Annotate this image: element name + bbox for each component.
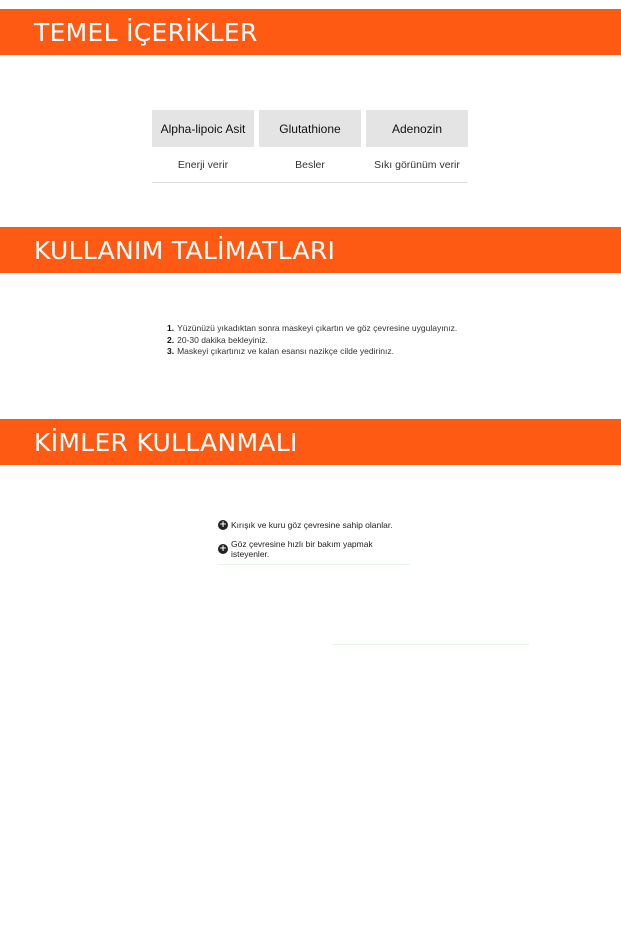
usage-banner [0, 227, 621, 273]
who-item-text: Kırışık ve kuru göz çevresine sahip olanlar. [231, 520, 393, 530]
usage-step [167, 346, 457, 358]
who-list-item [218, 519, 410, 531]
step-number: 3. [167, 346, 175, 356]
usage-instructions [167, 323, 457, 358]
who-should-use-title: KİMLER KULLANMALI [34, 427, 298, 457]
ingredients-effect-row [152, 147, 468, 182]
step-text: Yüzünüzü yıkadıktan sonra maskeyi çıkartın ve göz çevresine uygulayınız. [177, 323, 458, 333]
who-item-text: Göz çevresine hızlı bir bakım yapmak isteyenler. [231, 539, 373, 559]
plus-circle-icon: + [219, 520, 227, 530]
step-text: Maskeyi çıkartınız ve kalan esansı nazikçe cilde yedirinız. [177, 346, 394, 356]
ingredient-effect-cell: Besler [295, 158, 325, 171]
step-number: 1. [167, 323, 175, 333]
ingredients-banner [0, 9, 621, 55]
ingredient-effect-cell: Sıkı görünüm verir [374, 158, 460, 171]
ingredient-header-cell: Adenozin [366, 110, 468, 147]
usage-step [167, 323, 457, 335]
usage-title: KULLANIM TALİMATLARI [34, 235, 336, 265]
plus-circle-icon: + [219, 544, 227, 554]
ingredient-header-cell: Alpha-lipoic Asit [152, 110, 254, 147]
divider [332, 644, 529, 645]
ingredient-header-cell: Glutathione [259, 110, 361, 147]
step-text: 20-30 dakika bekleyiniz. [177, 334, 268, 345]
ingredients-title: TEMEL İÇERİKLER [34, 17, 258, 47]
step-number: 2. [167, 334, 175, 345]
usage-step [167, 335, 457, 347]
ingredients-header-row [152, 110, 468, 147]
who-list-item [218, 539, 410, 559]
who-should-use-banner [0, 419, 621, 465]
ingredient-effect-cell: Enerji verir [177, 158, 229, 171]
ingredients-table [152, 110, 468, 183]
who-should-use-list [218, 519, 410, 565]
